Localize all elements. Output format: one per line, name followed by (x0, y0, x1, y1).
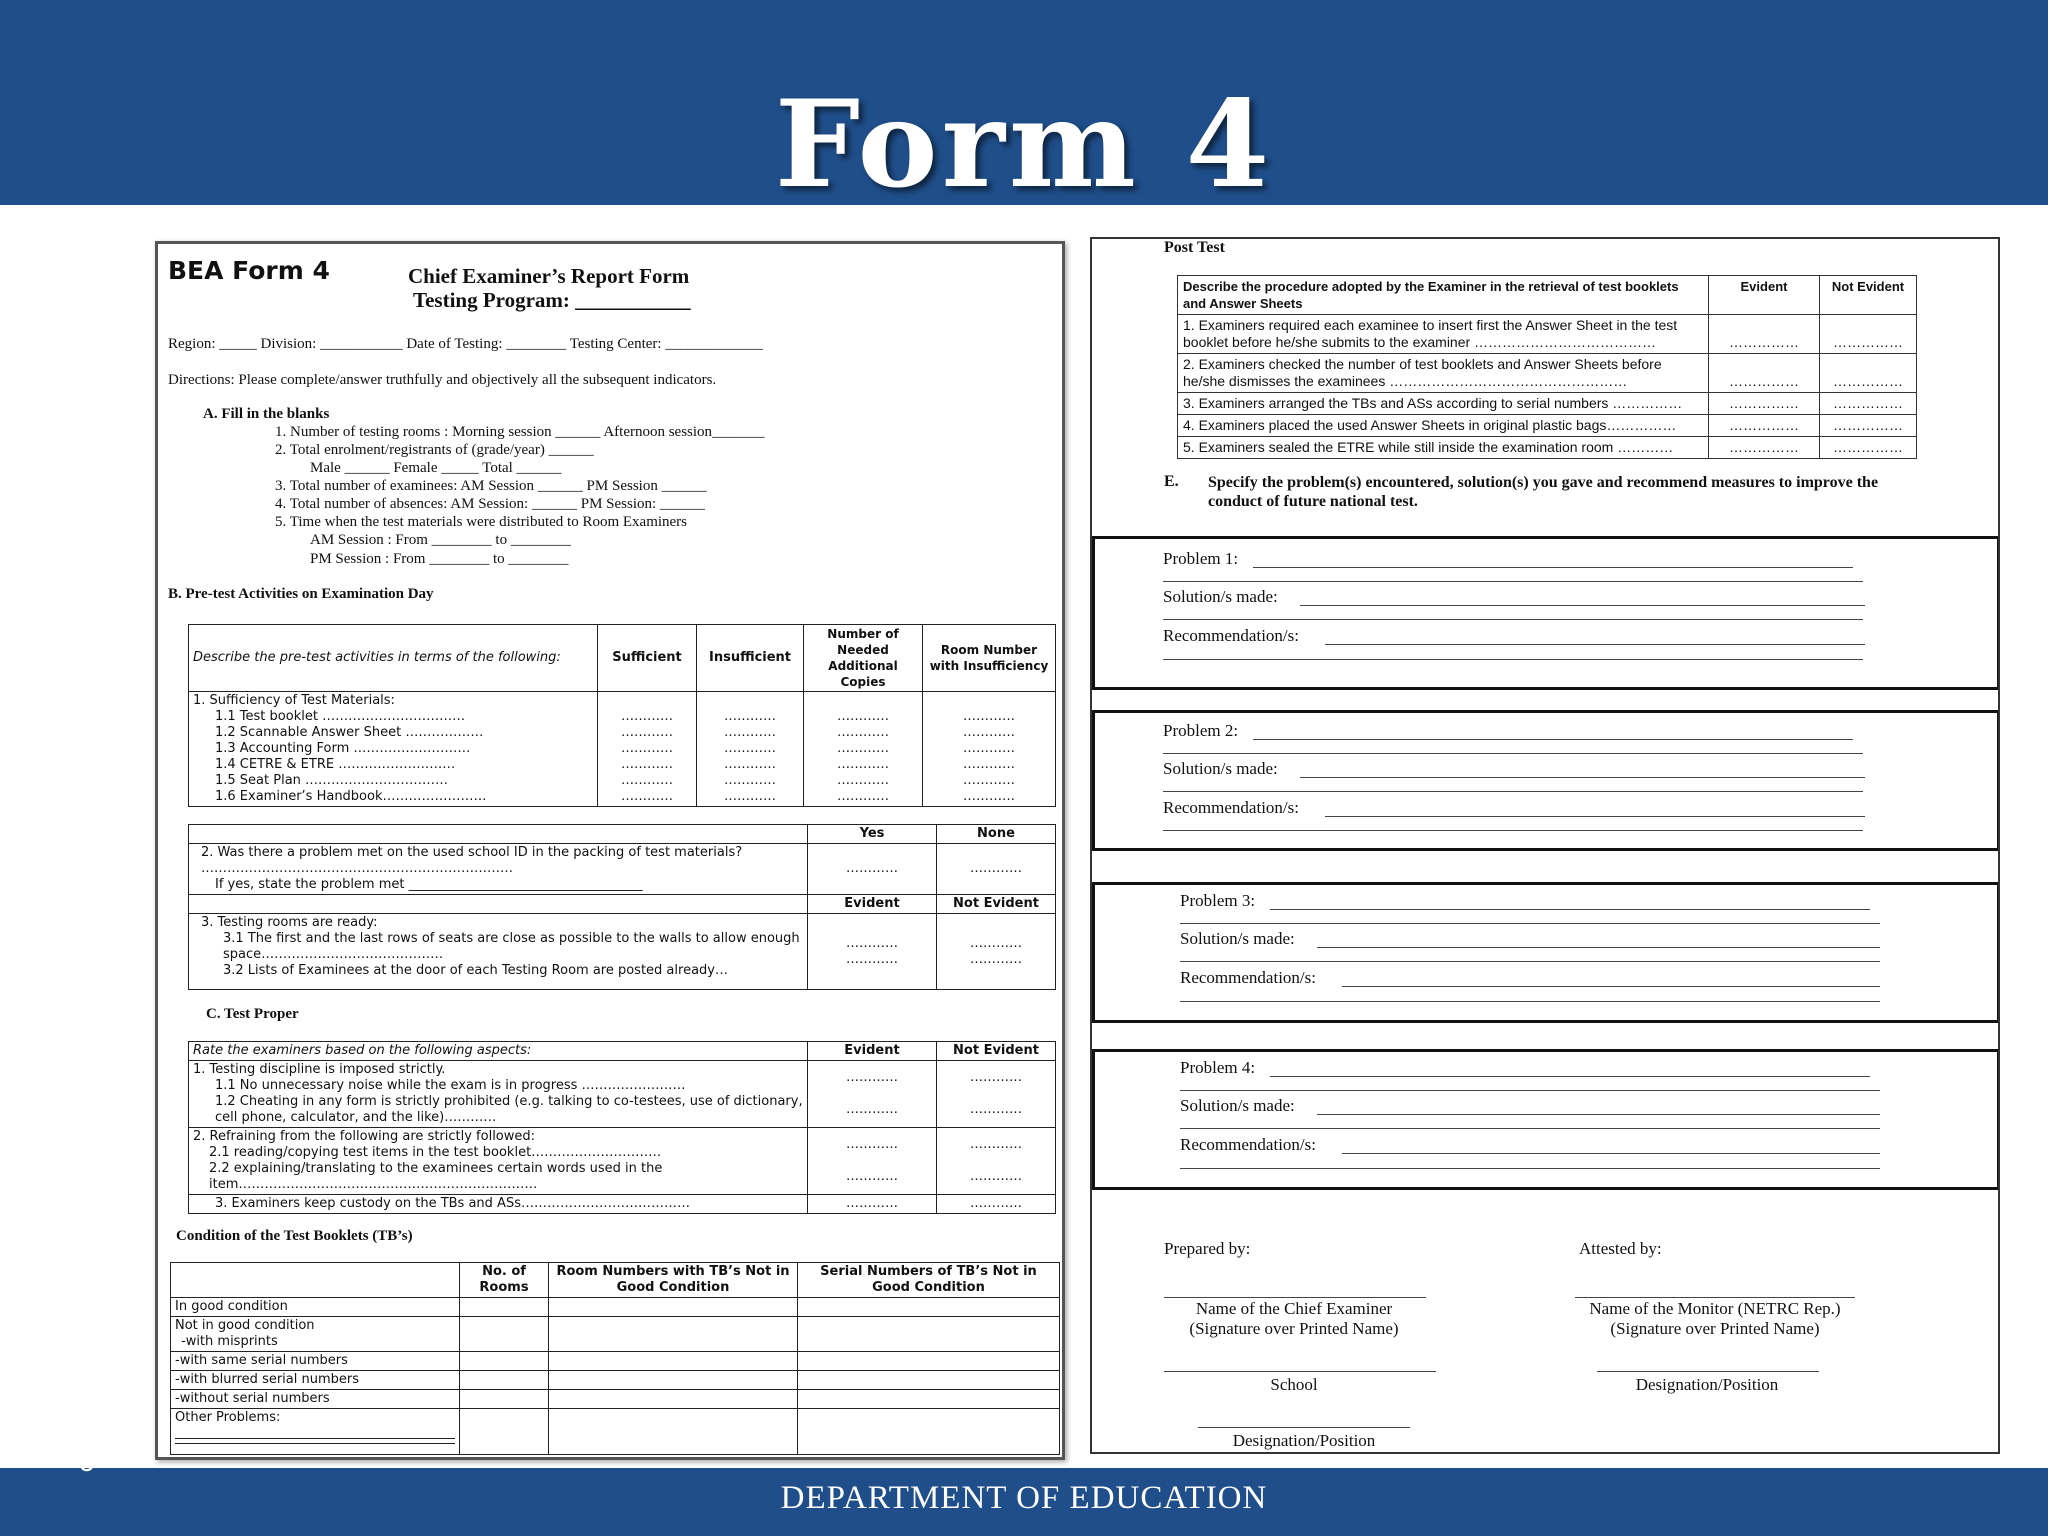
col-evident: Evident (1709, 276, 1820, 315)
item-a3: 3. Total number of examinees: AM Session ______ PM Session ______ (275, 478, 707, 494)
designation-label-2: Designation/Position (1232, 1431, 1376, 1450)
pretest-item: 1.2 Scannable Answer Sheet ……………… (215, 725, 484, 740)
col-evident: Evident (808, 895, 937, 914)
chief-sig-label: (Signature over Printed Name) (1189, 1319, 1399, 1338)
monitor-name-label: Name of the Monitor (NETRC Rep.) (1589, 1299, 1841, 1318)
section-a-title: A. Fill in the blanks (203, 406, 330, 422)
right-form-page (1090, 237, 2000, 1454)
pretest-item: 1.5 Seat Plan …………………………… (215, 773, 449, 788)
col-room-numbers: Room Numbers with TB’s Not in Good Condition (549, 1263, 798, 1298)
post-test-row: 2. Examiners checked the number of test booklets and Answer Sheets before he/she dismisses the examinees …………………………………………… (1178, 354, 1709, 393)
pretest-table-2 (188, 824, 1056, 990)
item-a5-pm: PM Session : From ________ to ________ (310, 551, 569, 567)
pretest-item: 1.4 CETRE & ETRE ……………………… (215, 757, 456, 772)
pretest-header-copies: Number of Needed Additional Copies (804, 625, 923, 692)
form-title: Chief Examiner’s Report Form (408, 264, 690, 288)
item-a5: 5. Time when the test materials were distributed to Room Examiners (275, 514, 688, 530)
post-test-row: 1. Examiners required each examinee to insert first the Answer Sheet in the test booklet before he/she submits to the examiner ………………………………… (1178, 315, 1709, 354)
q2-none-cell[interactable]: ………… (937, 844, 1056, 895)
testing-program: Testing Program: ___________ (413, 288, 691, 312)
pretest-item: 1.6 Examiner’s Handbook…………………… (215, 789, 487, 804)
condition-row: Other Problems: (171, 1409, 460, 1455)
designation-label: Designation/Position (1635, 1375, 1779, 1394)
post-test-row: 4. Examiners placed the used Answer Sheets in original plastic bags…………… (1178, 415, 1709, 437)
condition-row: In good condition (171, 1298, 460, 1317)
q3-not-evident-cell[interactable]: ………… ………… (937, 914, 1056, 990)
aspect-1-not-evident[interactable]: ………… ………… (937, 1061, 1056, 1128)
problem-box-2: Problem 2: Solution/s made: Recommendation/s: (1092, 710, 2000, 851)
post-test-table: Describe the procedure adopted by the Examiner in the retrieval of test booklets and Answer Sheets Evident Not Evident 1. Examiners required each examinee to insert first the Answer Sheet in the test booklet before he/she submits to the examiner ………………………………… …………… …………… 2. Examiners checked the number of test booklets and Answer Sheets before he/she dismisses the examinees …………………………………………… …………… …………… 3. Examiners arranged the TBs and ASs according to serial numbers …………… …………… …………… 4. Examiners placed the used Answer Sheets in original plastic bags…………… …………… …………… 5. Examiners sealed the ETRE while still inside the examination room ………… …………… …………… (1177, 275, 1917, 459)
aspect-2-evident[interactable]: ………… ………… (808, 1128, 937, 1195)
problem-box-4: Problem 4: Solution/s made: Recommendation/s: (1092, 1049, 2000, 1190)
col-not-evident: Not Evident (1820, 276, 1917, 315)
item-a2-gender: Male ______ Female _____ Total ______ (310, 460, 562, 476)
left-form-page (155, 241, 1065, 1460)
aspect-1: 1. Testing discipline is imposed strictly. 1.1 No unnecessary noise while the exam is in progress …………………… 1.2 Cheating in any form is strictly prohibited (e.g. talking to co-testees, use of dictionary, cell phone, calculator, and the like)………… (189, 1061, 808, 1128)
pretest-table (188, 624, 1056, 807)
room-cell[interactable]: ………… ………… ………… ………… ………… ………… (923, 692, 1056, 807)
aspect-3-evident[interactable]: ………… (808, 1195, 937, 1214)
pretest-item: 1. Sufficiency of Test Materials: (193, 693, 395, 708)
col-not-evident: Not Evident (937, 895, 1056, 914)
section-d-title: Condition of the Test Booklets (TB’s) (176, 1228, 413, 1244)
designation-line[interactable] (1597, 1371, 1819, 1372)
q3-evident-cell[interactable]: ………… ………… (808, 914, 937, 990)
aspect-2-not-evident[interactable]: ………… ………… (937, 1128, 1056, 1195)
question-2: 2. Was there a problem met on the used school ID in the packing of test materials? ……………………………………………………………… If yes, state the problem met ____________________________________ (189, 844, 808, 895)
condition-row: -with same serial numbers (171, 1352, 460, 1371)
pretest-item: 1.3 Accounting Form ……………………… (215, 741, 471, 756)
designation-line-2[interactable] (1198, 1427, 1410, 1428)
copies-cell[interactable]: ………… ………… ………… ………… ………… ………… (804, 692, 923, 807)
pretest-header-sufficient: Sufficient (598, 625, 697, 692)
problem-box-1: Problem 1: Solution/s made: Recommendation/s: (1092, 536, 2000, 690)
post-test-title: Post Test (1164, 239, 1225, 256)
col-not-evident: Not Evident (937, 1042, 1056, 1061)
post-test-header: Describe the procedure adopted by the Examiner in the retrieval of test booklets and Answer Sheets (1178, 276, 1709, 315)
pretest-items-cell (189, 692, 598, 807)
rate-header: Rate the examiners based on the following aspects: (189, 1042, 808, 1061)
insufficient-cell[interactable]: ………… ………… ………… ………… ………… ………… (697, 692, 804, 807)
section-e-label: E. (1164, 473, 1179, 490)
aspect-3: 3. Examiners keep custody on the TBs and ASs………………………………… (189, 1195, 808, 1214)
condition-row: Not in good condition -with misprints (171, 1317, 460, 1352)
prepared-by: Prepared by: (1164, 1239, 1251, 1258)
pretest-header-insufficient: Insufficient (697, 625, 804, 692)
aspect-2: 2. Refraining from the following are strictly followed: 2.1 reading/copying test items in the test booklet………………………… 2.2 explaining/translating to the examinees certain words used in the item…………………………………………………………… (189, 1128, 808, 1195)
test-proper-table (188, 1041, 1056, 1214)
aspect-3-not-evident[interactable]: ………… (937, 1195, 1056, 1214)
item-a1: 1. Number of testing rooms : Morning session ______ Afternoon session_______ (275, 424, 765, 440)
school-line[interactable] (1164, 1371, 1436, 1372)
post-test-row: 5. Examiners sealed the ETRE while still inside the examination room ………… (1178, 437, 1709, 459)
col-rooms: No. of Rooms (460, 1263, 549, 1298)
attested-by: Attested by: (1579, 1239, 1662, 1258)
col-none: None (937, 825, 1056, 844)
school-label: School (1270, 1375, 1318, 1394)
item-a4: 4. Total number of absences: AM Session: ______ PM Session: ______ (275, 496, 705, 512)
condition-row: -without serial numbers (171, 1390, 460, 1409)
booklet-condition-table (170, 1262, 1060, 1455)
form-code: BEA Form 4 (168, 256, 330, 285)
question-3: 3. Testing rooms are ready: 3.1 The first and the last rows of seats are close as possible to the walls to allow enough space…………………………………… 3.2 Lists of Examinees at the door of each Testing Room are posted already… (189, 914, 808, 990)
col-serial-numbers: Serial Numbers of TB’s Not in Good Condition (798, 1263, 1060, 1298)
slide-number: 6 (78, 1445, 95, 1478)
pretest-item: 1.1 Test booklet …………………………… (215, 709, 466, 724)
pretest-header-room: Room Number with Insufficiency (923, 625, 1056, 692)
aspect-1-evident[interactable]: ………… ………… (808, 1061, 937, 1128)
section-b-title: B. Pre-test Activities on Examination Day (168, 586, 434, 602)
section-c-title: C. Test Proper (206, 1006, 299, 1022)
monitor-signature-line[interactable] (1575, 1297, 1855, 1298)
item-a5-am: AM Session : From ________ to ________ (310, 532, 571, 548)
region-line: Region: _____ Division: ___________ Date of Testing: ________ Testing Center: _____________ (168, 336, 763, 352)
q2-yes-cell[interactable]: ………… (808, 844, 937, 895)
slide-title: Form 4 (774, 74, 1274, 215)
post-test-row: 3. Examiners arranged the TBs and ASs according to serial numbers …………… (1178, 393, 1709, 415)
col-evident: Evident (808, 1042, 937, 1061)
sufficient-cell[interactable]: ………… ………… ………… ………… ………… ………… (598, 692, 697, 807)
footer-text: DEPARTMENT OF EDUCATION (780, 1480, 1268, 1516)
pretest-header-describe: Describe the pre-test activities in terms of the following: (189, 625, 598, 692)
monitor-sig-label: (Signature over Printed Name) (1610, 1319, 1820, 1338)
chief-signature-line[interactable] (1164, 1297, 1426, 1298)
section-e-text: Specify the problem(s) encountered, solution(s) you gave and recommend measures to improve the conduct of future national test. (1208, 474, 1879, 510)
directions: Directions: Please complete/answer truthfully and objectively all the subsequent indicators. (168, 372, 717, 388)
col-yes: Yes (808, 825, 937, 844)
chief-name-label: Name of the Chief Examiner (1195, 1299, 1393, 1318)
item-a2: 2. Total enrolment/registrants of (grade/year) ______ (275, 442, 594, 458)
problem-box-3: Problem 3: Solution/s made: Recommendation/s: (1092, 882, 2000, 1023)
condition-row: -with blurred serial numbers (171, 1371, 460, 1390)
